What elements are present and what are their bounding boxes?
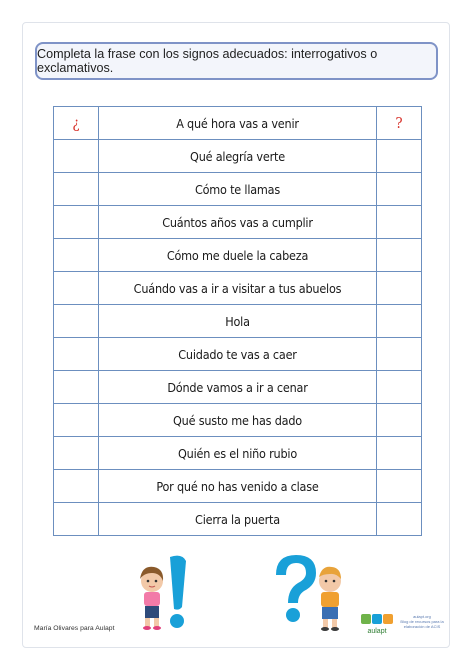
sentence-text: Cómo te llamas — [194, 181, 281, 197]
table-row — [54, 305, 422, 338]
table-row — [54, 503, 422, 536]
table-row — [54, 173, 422, 206]
closing-question-mark: ? — [395, 114, 403, 132]
instruction-box — [35, 42, 438, 80]
opening-mark-cell[interactable] — [54, 338, 99, 371]
sentence-text: Quién es el niño rubio — [177, 445, 298, 461]
footer-note-line: Blog de recursos para la — [400, 619, 444, 624]
table-row — [54, 404, 422, 437]
opening-mark-cell[interactable] — [54, 371, 99, 404]
closing-mark-cell[interactable] — [377, 173, 422, 206]
sentence-cell — [99, 107, 377, 140]
sentence-table — [53, 106, 422, 536]
sentence-text: Cierra la puerta — [195, 511, 280, 527]
opening-mark-cell[interactable] — [54, 272, 99, 305]
table-row — [54, 140, 422, 173]
table-row — [54, 239, 422, 272]
sentence-text: Cuándo vas a ir a visitar a tus abuelos — [133, 280, 342, 296]
opening-mark-cell[interactable] — [54, 503, 99, 536]
sentence-cell — [99, 371, 377, 404]
footer-note-line: aulapt.org — [413, 614, 431, 619]
logo-text: aulapt — [367, 628, 387, 635]
opening-mark-cell[interactable] — [54, 305, 99, 338]
opening-mark-cell[interactable] — [54, 173, 99, 206]
sentence-cell — [99, 404, 377, 437]
exclamation-mark-icon — [170, 556, 186, 628]
closing-mark-cell[interactable] — [377, 437, 422, 470]
closing-mark-cell[interactable] — [377, 140, 422, 173]
boy-icon — [319, 567, 341, 631]
sentence-cell — [99, 206, 377, 239]
aulapt-logo — [359, 612, 395, 636]
footer-note-line: elaboración de ACIS — [403, 624, 441, 629]
sentence-cell — [99, 305, 377, 338]
closing-mark-cell[interactable] — [377, 338, 422, 371]
closing-mark-cell[interactable] — [377, 305, 422, 338]
author-credit: María Olivares para Aulapt — [34, 625, 115, 632]
table-row — [54, 272, 422, 305]
closing-mark-cell[interactable] — [377, 272, 422, 305]
instruction-text: Completa la frase con los signos adecuados: interrogativos o exclamativos. — [37, 47, 378, 75]
closing-mark-cell[interactable] — [377, 107, 422, 140]
table-row — [54, 206, 422, 239]
sentence-cell — [99, 173, 377, 206]
sentence-cell — [99, 338, 377, 371]
table-row — [54, 437, 422, 470]
closing-mark-cell[interactable] — [377, 470, 422, 503]
sentence-text: Cuántos años vas a cumplir — [162, 214, 313, 230]
table-row — [54, 371, 422, 404]
closing-mark-cell[interactable] — [377, 239, 422, 272]
boy-question-illustration — [268, 553, 368, 633]
opening-mark-cell[interactable] — [54, 107, 99, 140]
girl-exclamation-illustration — [130, 553, 230, 633]
sentence-cell — [99, 239, 377, 272]
sentence-cell — [99, 503, 377, 536]
sentence-text: A qué hora vas a venir — [176, 115, 299, 131]
sentence-text: Dónde vamos a ir a cenar — [167, 379, 308, 395]
opening-mark-cell[interactable] — [54, 437, 99, 470]
table-row — [54, 470, 422, 503]
opening-mark-cell[interactable] — [54, 206, 99, 239]
opening-mark-cell[interactable] — [54, 140, 99, 173]
sentence-cell — [99, 437, 377, 470]
opening-mark-cell[interactable] — [54, 470, 99, 503]
sentence-text: Hola — [225, 313, 250, 329]
question-mark-icon — [276, 555, 316, 622]
sentence-text: Qué alegría verte — [190, 148, 285, 164]
sentence-text: Cuidado te vas a caer — [178, 346, 297, 362]
sentence-cell — [99, 140, 377, 173]
table-row — [54, 107, 422, 140]
sentence-text: Qué susto me has dado — [173, 412, 302, 428]
sentence-text: Por qué no has venido a clase — [156, 478, 319, 494]
opening-mark-cell[interactable] — [54, 239, 99, 272]
footer-note — [397, 614, 447, 629]
closing-mark-cell[interactable] — [377, 371, 422, 404]
sentence-cell — [99, 272, 377, 305]
closing-mark-cell[interactable] — [377, 206, 422, 239]
sentence-text: Cómo me duele la cabeza — [166, 247, 309, 263]
closing-mark-cell[interactable] — [377, 404, 422, 437]
sentence-cell — [99, 470, 377, 503]
opening-mark-cell[interactable] — [54, 404, 99, 437]
opening-question-mark: ¿ — [72, 114, 80, 132]
closing-mark-cell[interactable] — [377, 503, 422, 536]
girl-icon — [140, 567, 163, 630]
table-row — [54, 338, 422, 371]
